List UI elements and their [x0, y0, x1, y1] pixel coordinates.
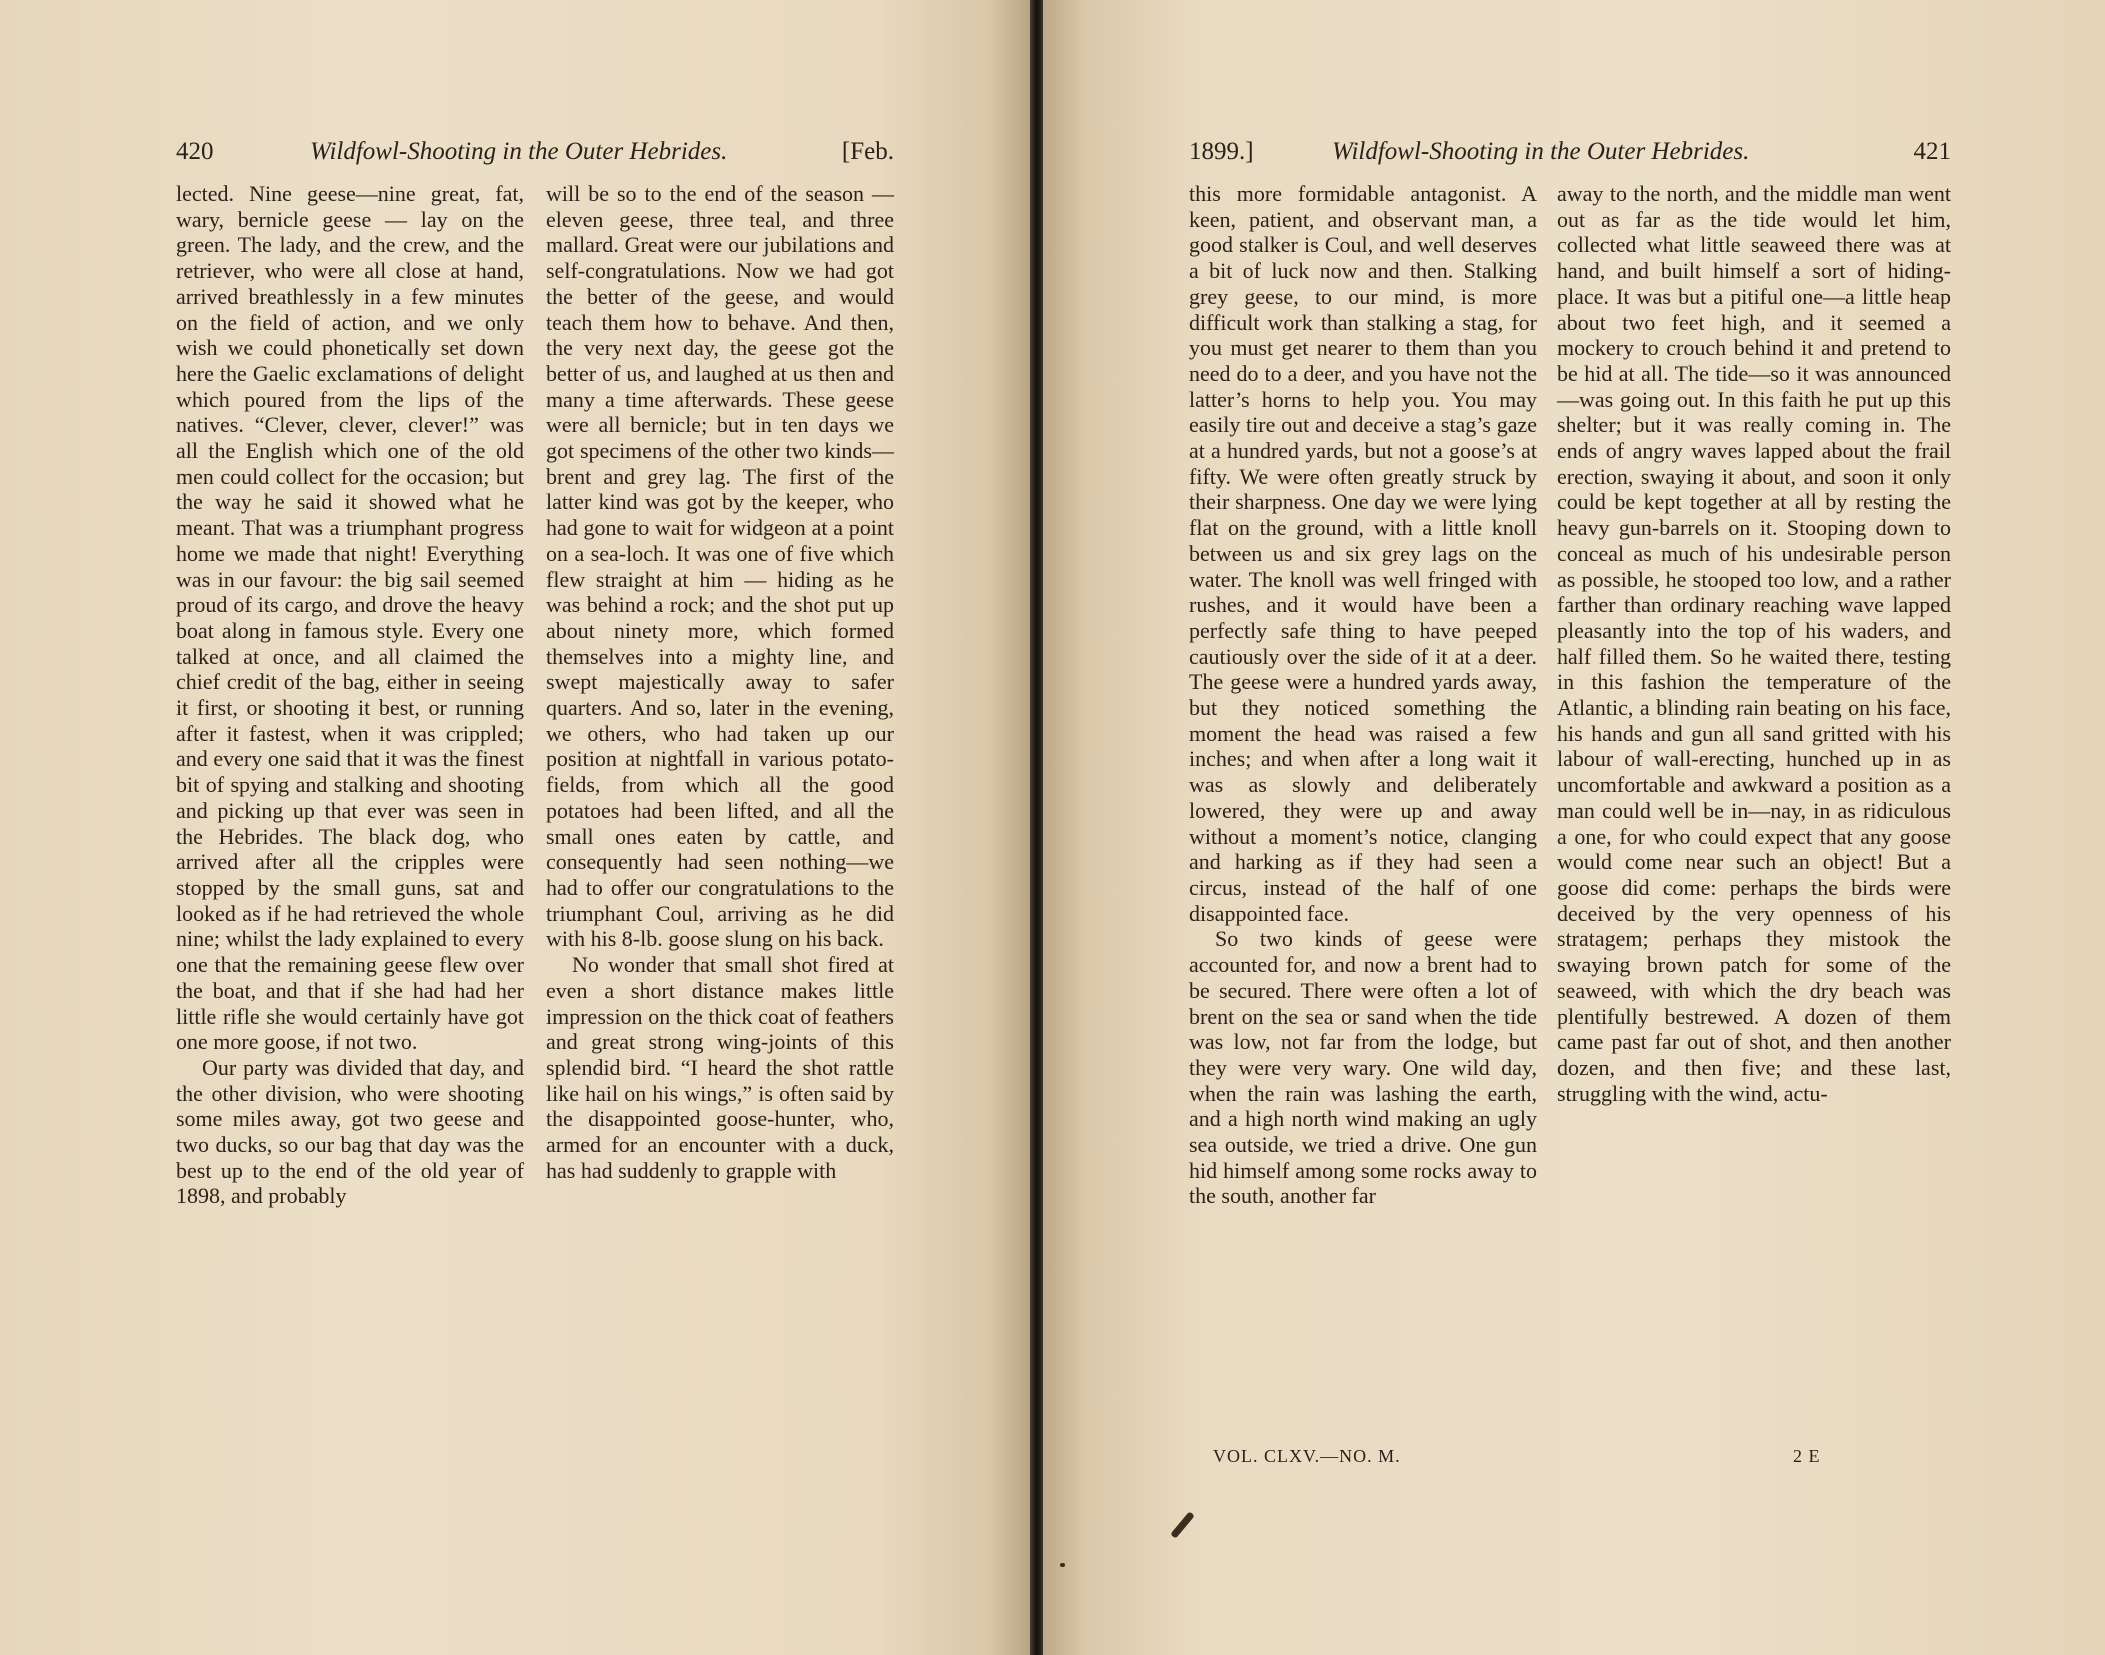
left-column-2: [546, 181, 894, 1183]
book-gutter: [1030, 0, 1043, 1655]
paragraph: away to the north, and the middle man went out as far as the tide would let him, collected what little seaweed there was at hand, and built himself a sort of hiding-place. It was but a pitiful one—a little heap about two feet high, and it seemed a mockery to crouch behind it and pretend to be hid at all. The tide—so it was announced—was going out. In this faith he put up this shelter; but it was really coming in. The ends of angry waves lapped about the frail erection, swaying it about, and soon it only could be kept together at all by resting the heavy gun-barrels on it. Stooping down to conceal as much of his undesirable person as possible, he stooped too low, and a rather farther than ordinary reaching wave lapped pleasantly into the top of his waders, and half filled them. So he waited there, testing in this fashion the temperature of the Atlantic, a blinding rain beating on his face, his hands and gun all sand gritted with his labour of wall-erecting, hunched up in as uncomfortable and awkward a position as a man could well be in—nay, in as ridiculous a one, for who could expect that any goose would come near such an object! But a goose did come: perhaps the birds were deceived by the very openness of his stratagem; perhaps they mistook the swaying brown patch for some of the seaweed, with which the dry beach was plentifully bestrewed. A dozen of them came past far out of shot, and then another dozen, and then five; and these last, struggling with the wind, actu-: [1557, 181, 1951, 1106]
signature-mark: 2 E: [1793, 1446, 1821, 1466]
paragraph: So two kinds of geese were accounted for, and now a brent had to be secured. There were often a lot of brent on the sea or sand when the tide was low, not far from the lodge, but they were very wary. One wild day, when the rain was lashing the earth, and a high north wind making an ugly sea outside, we tried a drive. One gun hid himself among some rocks away to the south, another far: [1189, 926, 1537, 1209]
paragraph: will be so to the end of the season — eleven geese, three teal, and three mallard. Great were our jubilations and self-congratulations. Now we had got the better of the geese, and would teach them how to behave. And then, the very next day, the geese got the better of us, and laughed at us then and many a time afterwards. These geese were all bernicle; but in ten days we got specimens of the other two kinds—brent and grey lag. The first of the latter kind was got by the keeper, who had gone to wait for widgeon at a point on a sea-loch. It was one of five which flew straight at him — hiding as he was behind a rock; and the shot put up about ninety more, which formed themselves into a mighty line, and swept majestically away to safer quarters. And so, later in the evening, we others, who had taken up our position at nightfall in various potato-fields, from which all the good potatoes had been lifted, and all the small ones eaten by cattle, and consequently had seen nothing—we had to offer our congratulations to the triumphant Coul, arriving as he did with his 8-lb. goose slung on his back.: [546, 181, 894, 952]
paragraph: this more formidable antagonist. A keen, patient, and observant man, a good stalker is Coul, and well deserves a bit of luck now and then. Stalking grey geese, to our mind, is more difficult work than stalking a stag, for you must get nearer to them than you need do to a deer, and you have not the latter’s horns to help you. You may easily tire out and deceive a stag’s gaze at a hundred yards, but not a goose’s at fifty. We were often greatly struck by their sharpness. One day we were lying flat on the ground, with a little knoll between us and six grey lags on the water. The knoll was well fringed with rushes, and it would have been a perfectly safe thing to have peeped cautiously over the side of it at a deer. The geese were a hundred yards away, but they noticed something the moment the head was raised a few inches; and when after a long wait it was as slowly and deliberately lowered, they were up and away without a moment’s notice, clanging and harking as if they had seen a circus, instead of the half of one disappointed face.: [1189, 181, 1537, 926]
volume-footer: VOL. CLXV.—NO. M.: [1213, 1446, 1401, 1466]
right-running-title: Wildfowl-Shooting in the Outer Hebrides.: [1332, 138, 1750, 165]
ink-blot: [1170, 1511, 1195, 1538]
paragraph: Our party was divided that day, and the other division, who were shooting some miles away, got two geese and two ducks, so our bag that day was the best up to the end of the old year of 1898, and probably: [176, 1054, 524, 1209]
left-page-number: 420: [176, 138, 214, 165]
right-page-number: 421: [1913, 138, 1951, 165]
right-page: [1043, 0, 2105, 1655]
paragraph: lected. Nine geese—nine great, fat, wary, bernicle geese — lay on the green. The lady, and the crew, and the retriever, who were all close at hand, arrived breathlessly in a few minutes on the field of action, and we only wish we could phonetically set down here the Gaelic exclamations of delight which poured from the lips of the natives. “Clever, clever, clever!” was all the English which one of the old men could collect for the occasion; but the way he said it showed what he meant. That was a triumphant progress home we made that night! Everything was in our favour: the big sail seemed proud of its cargo, and drove the heavy boat along in famous style. Every one talked at once, and all claimed the chief credit of the bag, either in seeing it first, or shooting it best, or running after it fastest, when it was crippled; and every one said that it was the finest bit of spying and stalking and shooting and picking up that ever was seen in the Hebrides. The black dog, who arrived after all the cripples were stopped by the small guns, sat and looked as if he had retrieved the whole nine; whilst the lady explained to every one that the remaining geese flew over the boat, and that if she had had her little rifle she would certainly have got one more goose, if not two.: [176, 181, 524, 1055]
paragraph: No wonder that small shot fired at even a short distance makes little impression on the thick coat of feathers and great strong wing-joints of this splendid bird. “I heard the shot rattle like hail on his wings,” is often said by the disappointed goose-hunter, who, armed for an encounter with a duck, has had suddenly to grapple with: [546, 952, 894, 1183]
right-page-header: [1189, 134, 1951, 170]
left-running-title: Wildfowl-Shooting in the Outer Hebrides.: [310, 138, 728, 165]
right-section-mark: 1899.]: [1189, 138, 1254, 165]
ink-speck: [1060, 1563, 1065, 1567]
right-column-1: [1189, 181, 1537, 1209]
left-page-header: [176, 134, 894, 170]
left-column-1: [176, 181, 524, 1209]
right-column-2: [1557, 181, 1951, 1106]
left-page: [0, 0, 1030, 1655]
left-section-mark: [Feb.: [841, 138, 894, 165]
